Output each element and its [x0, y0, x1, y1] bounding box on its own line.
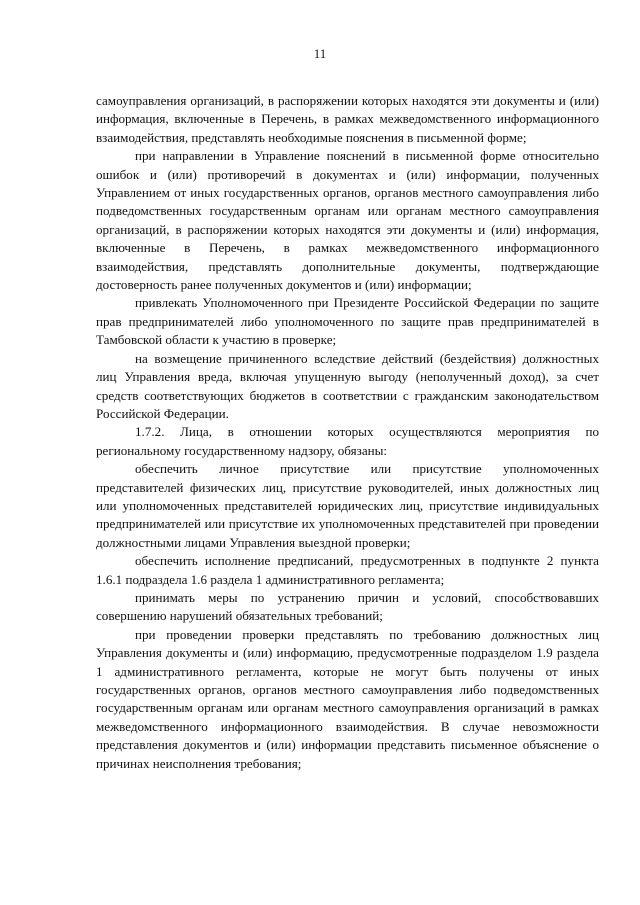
page-number: 11 — [313, 46, 327, 61]
paragraph-orders-duty: обеспечить исполнение предписаний, предусмотренных в подпункте 2 пункта 1.6.1 подраздела 1.6 раздела 1 административного регламента; — [96, 553, 599, 587]
paragraph-continuation: самоуправления организаций, в распоряжении которых находятся эти документы и (или) информация, включенные в Перечень, в рамках межведомственного информационного взаимодействия, представлять необходимые пояснения в письменной форме; — [96, 93, 599, 145]
paragraph-compensation-right: на возмещение причиненного вследствие действий (бездействия) должностных лиц Управления вреда, включая упущенную выгоду (неполученный доход), за счет средств соответствующих бюджетов в соответствии с гражданским законодательством Российской Федерации. — [96, 350, 599, 421]
paragraph-presence-duty: обеспечить личное присутствие или присутствие уполномоченных представителей физических лиц, присутствие руководителей, иных должностных лиц или уполномоченных представителей юридических лиц, присутствие индивидуальных предпринимателей или присутствие их уполномоченных представителей при проведении должностными лицами Управления выездной проверки; — [96, 461, 599, 550]
paragraph-documents-duty: при проведении проверки представлять по требованию должностных лиц Управления документы и (или) информацию, предусмотренные подразделом 1.9 раздела 1 административного регламента, которые не могут быть получены от иных государственных органов, органов местного самоуправления либо подведомственных государственным органам или органам местного самоуправления организаций в рамках межведомственного информационного взаимодействия. В случае невозможности представления документов и (или) информации представить письменное объяснение о причинах неисполнения требования; — [96, 626, 599, 771]
paragraph-ombudsman-right: привлекать Уполномоченного при Президенте Российской Федерации по защите прав предпринимателей либо уполномоченного по защите прав предпринимателей в Тамбовской области к участию в проверке; — [96, 295, 599, 348]
paragraph-remedy-duty: принимать меры по устранению причин и условий, способствовавших совершению нарушений обязательных требований; — [96, 589, 599, 624]
paragraph-explanations-right: при направлении в Управление пояснений в письменной форме относительно ошибок и (или) противоречий в документах и (или) информации, полученных Управлением от иных государственных органов, органов местного самоуправления либо подведомственных государственным органам или органам местного самоуправления организаций, в распоряжении которых находятся эти документы и (или) информация, включенные в Перечень, в рамках межведомственного информационного взаимодействия, представлять дополнительные документы, подтверждающие достоверность ранее полученных документов и (или) информации; — [96, 148, 599, 293]
paragraph-section-1-7-2: 1.7.2. Лица, в отношении которых осуществляются мероприятия по региональному государственному надзору, обязаны: — [96, 424, 599, 458]
document-body — [96, 92, 599, 773]
